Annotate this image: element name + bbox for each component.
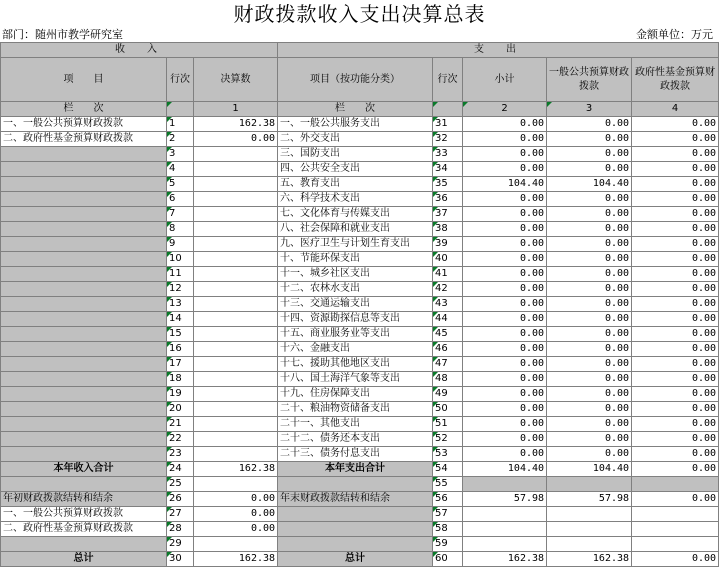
header-row-no-2: 行次 [433, 58, 463, 102]
table-row [1, 117, 719, 132]
expense-row-no: 44 [433, 312, 463, 327]
expense-general-budget[interactable]: 0.00 [547, 222, 632, 237]
col-no-label: 栏 次 [1, 102, 167, 117]
expense-general-budget[interactable]: 0.00 [547, 117, 632, 132]
income-item-label [1, 372, 167, 387]
expense-general-budget[interactable]: 0.00 [547, 282, 632, 297]
table-row [1, 282, 719, 297]
income-item-label [1, 297, 167, 312]
expense-general-budget[interactable]: 0.00 [547, 237, 632, 252]
blank-cell[interactable] [632, 537, 719, 552]
blank-cell[interactable] [547, 537, 632, 552]
expense-gov-fund[interactable]: 0.00 [632, 207, 719, 222]
row-no-57: 57 [433, 507, 463, 522]
expense-item-label: 三、国防支出 [278, 147, 433, 162]
expense-gov-fund[interactable]: 0.00 [632, 267, 719, 282]
budget-table [0, 42, 719, 567]
expense-row-no: 36 [433, 192, 463, 207]
blank-cell [278, 522, 433, 537]
expense-subtotal[interactable]: 0.00 [463, 267, 547, 282]
header-gov-fund: 政府性基金预算财政拨款 [632, 58, 719, 102]
income-amount[interactable] [194, 267, 278, 282]
expense-general-budget[interactable]: 0.00 [547, 402, 632, 417]
table-row [1, 177, 719, 192]
col-no-1: 1 [194, 102, 278, 117]
table-row [1, 372, 719, 387]
col-no-4: 4 [632, 102, 719, 117]
blank-cell[interactable] [194, 537, 278, 552]
expense-item-label: 十、节能环保支出 [278, 252, 433, 267]
row-no-29: 29 [167, 537, 194, 552]
total-row [1, 462, 719, 477]
unit-label: 金额单位：万元 [636, 28, 713, 41]
income-row-no: 4 [167, 162, 194, 177]
income-amount[interactable] [194, 282, 278, 297]
income-item-label [1, 252, 167, 267]
page-title: 财政拨款收入支出决算总表 [233, 2, 486, 26]
total-expense-label: 本年支出合计 [278, 462, 433, 477]
income-item-label [1, 162, 167, 177]
expense-general-budget[interactable]: 0.00 [547, 342, 632, 357]
expense-row-no: 46 [433, 342, 463, 357]
expense-subtotal[interactable]: 0.00 [463, 117, 547, 132]
income-item-label [1, 312, 167, 327]
expense-item-label: 五、教育支出 [278, 177, 433, 192]
table-row [1, 447, 719, 462]
expense-gov-fund[interactable]: 0.00 [632, 447, 719, 462]
expense-row-no: 41 [433, 267, 463, 282]
expense-gov-fund[interactable]: 0.00 [632, 312, 719, 327]
income-amount[interactable] [194, 147, 278, 162]
table-row [1, 327, 719, 342]
column-number-row [1, 102, 719, 117]
table-row [1, 417, 719, 432]
total-expense-general[interactable]: 104.40 [547, 462, 632, 477]
income-row-no: 17 [167, 357, 194, 372]
expense-row-no: 49 [433, 387, 463, 402]
expense-item-label: 九、医疗卫生与计划生育支出 [278, 237, 433, 252]
income-row-no: 5 [167, 177, 194, 192]
income-row-no: 9 [167, 237, 194, 252]
expense-subtotal[interactable]: 0.00 [463, 207, 547, 222]
expense-item-label: 七、文化体育与传媒支出 [278, 207, 433, 222]
blank-cell [547, 477, 632, 492]
expense-item-label: 二十二、债务还本支出 [278, 432, 433, 447]
income-amount[interactable] [194, 402, 278, 417]
income-item-label [1, 357, 167, 372]
end-carryover-fund[interactable]: 0.00 [632, 492, 719, 507]
expense-item-label: 十六、金融支出 [278, 342, 433, 357]
income-amount[interactable] [194, 342, 278, 357]
begin-general-row [1, 507, 719, 522]
expense-general-budget[interactable]: 0.00 [547, 372, 632, 387]
expense-row-no: 32 [433, 132, 463, 147]
income-row-no: 8 [167, 222, 194, 237]
expense-row-no: 43 [433, 297, 463, 312]
expense-gov-fund[interactable]: 0.00 [632, 417, 719, 432]
blank-cell[interactable] [194, 477, 278, 492]
total-expense-row-no: 54 [433, 462, 463, 477]
expense-general-budget[interactable]: 0.00 [547, 192, 632, 207]
expense-item-label: 十三、交通运输支出 [278, 297, 433, 312]
expense-item-label: 四、公共安全支出 [278, 162, 433, 177]
income-amount[interactable]: 0.00 [194, 132, 278, 147]
begin-fund-label: 二、政府性基金预算财政拨款 [1, 522, 167, 537]
expense-row-no: 53 [433, 447, 463, 462]
blank-cell[interactable] [632, 507, 719, 522]
income-row-no: 22 [167, 432, 194, 447]
header-row-no: 行次 [167, 58, 194, 102]
end-carryover-subtotal[interactable]: 57.98 [463, 492, 547, 507]
total-expense-subtotal[interactable]: 104.40 [463, 462, 547, 477]
income-row-no: 14 [167, 312, 194, 327]
begin-general-label: 一、一般公共预算财政拨款 [1, 507, 167, 522]
income-item-label [1, 267, 167, 282]
header-final-amount: 决算数 [194, 58, 278, 102]
expense-gov-fund[interactable]: 0.00 [632, 327, 719, 342]
blank-cell[interactable] [463, 507, 547, 522]
income-row-no: 23 [167, 447, 194, 462]
carryover-row [1, 492, 719, 507]
blank-cell [278, 507, 433, 522]
col-no-3: 3 [547, 102, 632, 117]
expense-subtotal[interactable]: 0.00 [463, 237, 547, 252]
income-row-no: 2 [167, 132, 194, 147]
blank-cell[interactable] [463, 522, 547, 537]
table-row [1, 342, 719, 357]
table-row [1, 402, 719, 417]
expense-subtotal[interactable]: 104.40 [463, 177, 547, 192]
income-amount[interactable] [194, 327, 278, 342]
expense-row-no: 50 [433, 402, 463, 417]
blank-cell[interactable] [632, 522, 719, 537]
expense-subtotal[interactable]: 0.00 [463, 327, 547, 342]
income-item-label [1, 222, 167, 237]
grand-total-subtotal[interactable]: 162.38 [463, 552, 547, 567]
expense-gov-fund[interactable]: 0.00 [632, 222, 719, 237]
expense-row-no: 51 [433, 417, 463, 432]
expense-gov-fund[interactable]: 0.00 [632, 162, 719, 177]
expense-gov-fund[interactable]: 0.00 [632, 342, 719, 357]
expense-gov-fund[interactable]: 0.00 [632, 177, 719, 192]
grand-total-left-label: 总计 [1, 552, 167, 567]
table-row [1, 357, 719, 372]
income-item-label [1, 327, 167, 342]
income-row-no: 11 [167, 267, 194, 282]
expense-gov-fund[interactable]: 0.00 [632, 252, 719, 267]
table-row [1, 162, 719, 177]
column-header-row [1, 58, 719, 102]
blank-row-25 [1, 477, 719, 492]
expense-item-label: 十九、住房保障支出 [278, 387, 433, 402]
blank-cell [463, 477, 547, 492]
income-item-label [1, 147, 167, 162]
expense-general-budget[interactable]: 0.00 [547, 312, 632, 327]
expense-subtotal[interactable]: 0.00 [463, 342, 547, 357]
income-item-label [1, 402, 167, 417]
income-row-no: 12 [167, 282, 194, 297]
total-income-row-no: 24 [167, 462, 194, 477]
income-amount[interactable] [194, 297, 278, 312]
income-item-label [1, 237, 167, 252]
income-amount[interactable] [194, 177, 278, 192]
expense-subtotal[interactable]: 0.00 [463, 312, 547, 327]
table-row [1, 297, 719, 312]
income-item-label [1, 447, 167, 462]
income-amount[interactable] [194, 162, 278, 177]
total-income-amount[interactable]: 162.38 [194, 462, 278, 477]
income-row-no: 19 [167, 387, 194, 402]
income-amount[interactable] [194, 417, 278, 432]
begin-carryover-label: 年初财政拨款结转和结余 [1, 492, 167, 507]
expense-general-budget[interactable]: 0.00 [547, 417, 632, 432]
expense-subtotal[interactable]: 0.00 [463, 192, 547, 207]
expense-gov-fund[interactable]: 0.00 [632, 282, 719, 297]
begin-general-amount[interactable]: 0.00 [194, 507, 278, 522]
expense-item-label: 二十一、其他支出 [278, 417, 433, 432]
blank-cell [278, 477, 433, 492]
income-item-label [1, 432, 167, 447]
expense-general-budget[interactable]: 0.00 [547, 132, 632, 147]
expense-gov-fund[interactable]: 0.00 [632, 372, 719, 387]
expense-general-budget[interactable]: 0.00 [547, 207, 632, 222]
expense-subtotal[interactable]: 0.00 [463, 297, 547, 312]
blank-cell[interactable] [463, 537, 547, 552]
expense-item-label: 二、外交支出 [278, 132, 433, 147]
income-row-no: 15 [167, 327, 194, 342]
expense-gov-fund[interactable]: 0.00 [632, 402, 719, 417]
expense-general-budget[interactable]: 0.00 [547, 162, 632, 177]
expense-item-label: 十二、农林水支出 [278, 282, 433, 297]
begin-general-row-no: 27 [167, 507, 194, 522]
expense-gov-fund[interactable]: 0.00 [632, 192, 719, 207]
table-row [1, 387, 719, 402]
expense-gov-fund[interactable]: 0.00 [632, 357, 719, 372]
expense-subtotal[interactable]: 0.00 [463, 282, 547, 297]
section-header-row [1, 43, 719, 58]
income-row-no: 7 [167, 207, 194, 222]
col-no-label-2: 栏 次 [278, 102, 433, 117]
income-amount[interactable] [194, 372, 278, 387]
grand-total-right-label: 总计 [278, 552, 433, 567]
row-no-59: 59 [433, 537, 463, 552]
income-item-label [1, 342, 167, 357]
expense-general-budget[interactable]: 0.00 [547, 297, 632, 312]
expense-row-no: 35 [433, 177, 463, 192]
expense-item-label: 一、一般公共服务支出 [278, 117, 433, 132]
header-subtotal: 小计 [463, 58, 547, 102]
table-row [1, 222, 719, 237]
expense-row-no: 42 [433, 282, 463, 297]
expense-subtotal[interactable]: 0.00 [463, 417, 547, 432]
expense-subtotal[interactable]: 0.00 [463, 432, 547, 447]
income-section-header: 收 入 [1, 43, 278, 58]
expense-row-no: 48 [433, 372, 463, 387]
expense-item-label: 六、科学技术支出 [278, 192, 433, 207]
expense-row-no: 37 [433, 207, 463, 222]
income-row-no: 18 [167, 372, 194, 387]
expense-subtotal[interactable]: 0.00 [463, 252, 547, 267]
expense-general-budget[interactable]: 0.00 [547, 252, 632, 267]
expense-item-label: 十五、商业服务业等支出 [278, 327, 433, 342]
expense-gov-fund[interactable]: 0.00 [632, 237, 719, 252]
blank-row-29 [1, 537, 719, 552]
expense-item-label: 二十、粮油物资储备支出 [278, 402, 433, 417]
income-item-label: 二、政府性基金预算财政拨款 [1, 132, 167, 147]
expense-general-budget[interactable]: 0.00 [547, 387, 632, 402]
table-row [1, 147, 719, 162]
expense-row-no: 40 [433, 252, 463, 267]
income-item-label [1, 417, 167, 432]
expense-subtotal[interactable]: 0.00 [463, 132, 547, 147]
col-no-blank [167, 102, 194, 117]
row-no-55: 55 [433, 477, 463, 492]
expense-subtotal[interactable]: 0.00 [463, 357, 547, 372]
income-item-label: 一、一般公共预算财政拨款 [1, 117, 167, 132]
grand-total-left-amount[interactable]: 162.38 [194, 552, 278, 567]
expense-general-budget[interactable]: 0.00 [547, 267, 632, 282]
expense-gov-fund[interactable]: 0.00 [632, 147, 719, 162]
income-amount[interactable] [194, 387, 278, 402]
expense-subtotal[interactable]: 0.00 [463, 372, 547, 387]
row-no-25: 25 [167, 477, 194, 492]
expense-item-label: 二十三、债务付息支出 [278, 447, 433, 462]
table-row [1, 432, 719, 447]
expense-row-no: 31 [433, 117, 463, 132]
income-item-label [1, 387, 167, 402]
expense-row-no: 45 [433, 327, 463, 342]
income-item-label [1, 207, 167, 222]
begin-fund-row [1, 522, 719, 537]
expense-subtotal[interactable]: 0.00 [463, 402, 547, 417]
begin-carryover-amount[interactable]: 0.00 [194, 492, 278, 507]
table-row [1, 192, 719, 207]
expense-item-label: 十四、资源勘探信息等支出 [278, 312, 433, 327]
table-row [1, 237, 719, 252]
expense-gov-fund[interactable]: 0.00 [632, 387, 719, 402]
expense-gov-fund[interactable]: 0.00 [632, 297, 719, 312]
total-expense-fund[interactable]: 0.00 [632, 462, 719, 477]
col-no-2: 2 [463, 102, 547, 117]
begin-carryover-row-no: 26 [167, 492, 194, 507]
income-row-no: 1 [167, 117, 194, 132]
expense-subtotal[interactable]: 0.00 [463, 447, 547, 462]
expense-subtotal[interactable]: 0.00 [463, 147, 547, 162]
income-row-no: 10 [167, 252, 194, 267]
grand-total-left-row-no: 30 [167, 552, 194, 567]
income-item-label [1, 177, 167, 192]
income-row-no: 21 [167, 417, 194, 432]
blank-cell [278, 537, 433, 552]
table-row [1, 312, 719, 327]
income-amount[interactable] [194, 222, 278, 237]
income-amount[interactable] [194, 357, 278, 372]
begin-fund-amount[interactable]: 0.00 [194, 522, 278, 537]
table-row [1, 207, 719, 222]
income-item-label [1, 282, 167, 297]
income-row-no: 6 [167, 192, 194, 207]
table-row [1, 132, 719, 147]
blank-cell[interactable] [547, 507, 632, 522]
income-amount[interactable] [194, 312, 278, 327]
income-amount[interactable] [194, 432, 278, 447]
end-carryover-general[interactable]: 57.98 [547, 492, 632, 507]
blank-cell[interactable] [547, 522, 632, 537]
end-carryover-row-no: 56 [433, 492, 463, 507]
expense-item-label: 十七、援助其他地区支出 [278, 357, 433, 372]
income-row-no: 16 [167, 342, 194, 357]
income-row-no: 20 [167, 402, 194, 417]
expense-section-header: 支 出 [278, 43, 719, 58]
header-item-by-function: 项目（按功能分类） [278, 58, 433, 102]
expense-general-budget[interactable]: 0.00 [547, 432, 632, 447]
end-carryover-label: 年末财政拨款结转和结余 [278, 492, 433, 507]
income-row-no: 3 [167, 147, 194, 162]
expense-item-label: 十一、城乡社区支出 [278, 267, 433, 282]
expense-row-no: 33 [433, 147, 463, 162]
begin-fund-row-no: 28 [167, 522, 194, 537]
expense-general-budget[interactable]: 0.00 [547, 327, 632, 342]
expense-row-no: 47 [433, 357, 463, 372]
expense-gov-fund[interactable]: 0.00 [632, 117, 719, 132]
expense-row-no: 38 [433, 222, 463, 237]
header-item: 项 目 [1, 58, 167, 102]
total-income-label: 本年收入合计 [1, 462, 167, 477]
header-general-budget: 一般公共预算财政拨款 [547, 58, 632, 102]
income-amount[interactable]: 162.38 [194, 117, 278, 132]
income-amount[interactable] [194, 447, 278, 462]
grand-total-fund[interactable]: 0.00 [632, 552, 719, 567]
expense-general-budget[interactable]: 104.40 [547, 177, 632, 192]
department-label: 部门：随州市教学研究室 [2, 28, 123, 41]
row-no-58: 58 [433, 522, 463, 537]
table-row [1, 252, 719, 267]
expense-gov-fund[interactable]: 0.00 [632, 132, 719, 147]
expense-item-label: 十八、国土海洋气象等支出 [278, 372, 433, 387]
income-amount[interactable] [194, 207, 278, 222]
grand-total-general[interactable]: 162.38 [547, 552, 632, 567]
col-no-blank-2 [433, 102, 463, 117]
blank-cell [1, 477, 167, 492]
grand-total-right-row-no: 60 [433, 552, 463, 567]
income-item-label [1, 192, 167, 207]
expense-gov-fund[interactable]: 0.00 [632, 432, 719, 447]
expense-general-budget[interactable]: 0.00 [547, 147, 632, 162]
blank-cell [1, 537, 167, 552]
income-amount[interactable] [194, 237, 278, 252]
expense-general-budget[interactable]: 0.00 [547, 357, 632, 372]
income-row-no: 13 [167, 297, 194, 312]
expense-subtotal[interactable]: 0.00 [463, 387, 547, 402]
income-amount[interactable] [194, 252, 278, 267]
expense-subtotal[interactable]: 0.00 [463, 162, 547, 177]
expense-row-no: 52 [433, 432, 463, 447]
income-amount[interactable] [194, 192, 278, 207]
blank-cell [632, 477, 719, 492]
table-row [1, 267, 719, 282]
expense-item-label: 八、社会保障和就业支出 [278, 222, 433, 237]
expense-row-no: 39 [433, 237, 463, 252]
expense-subtotal[interactable]: 0.00 [463, 222, 547, 237]
grand-total-row [1, 552, 719, 567]
expense-row-no: 34 [433, 162, 463, 177]
expense-general-budget[interactable]: 0.00 [547, 447, 632, 462]
